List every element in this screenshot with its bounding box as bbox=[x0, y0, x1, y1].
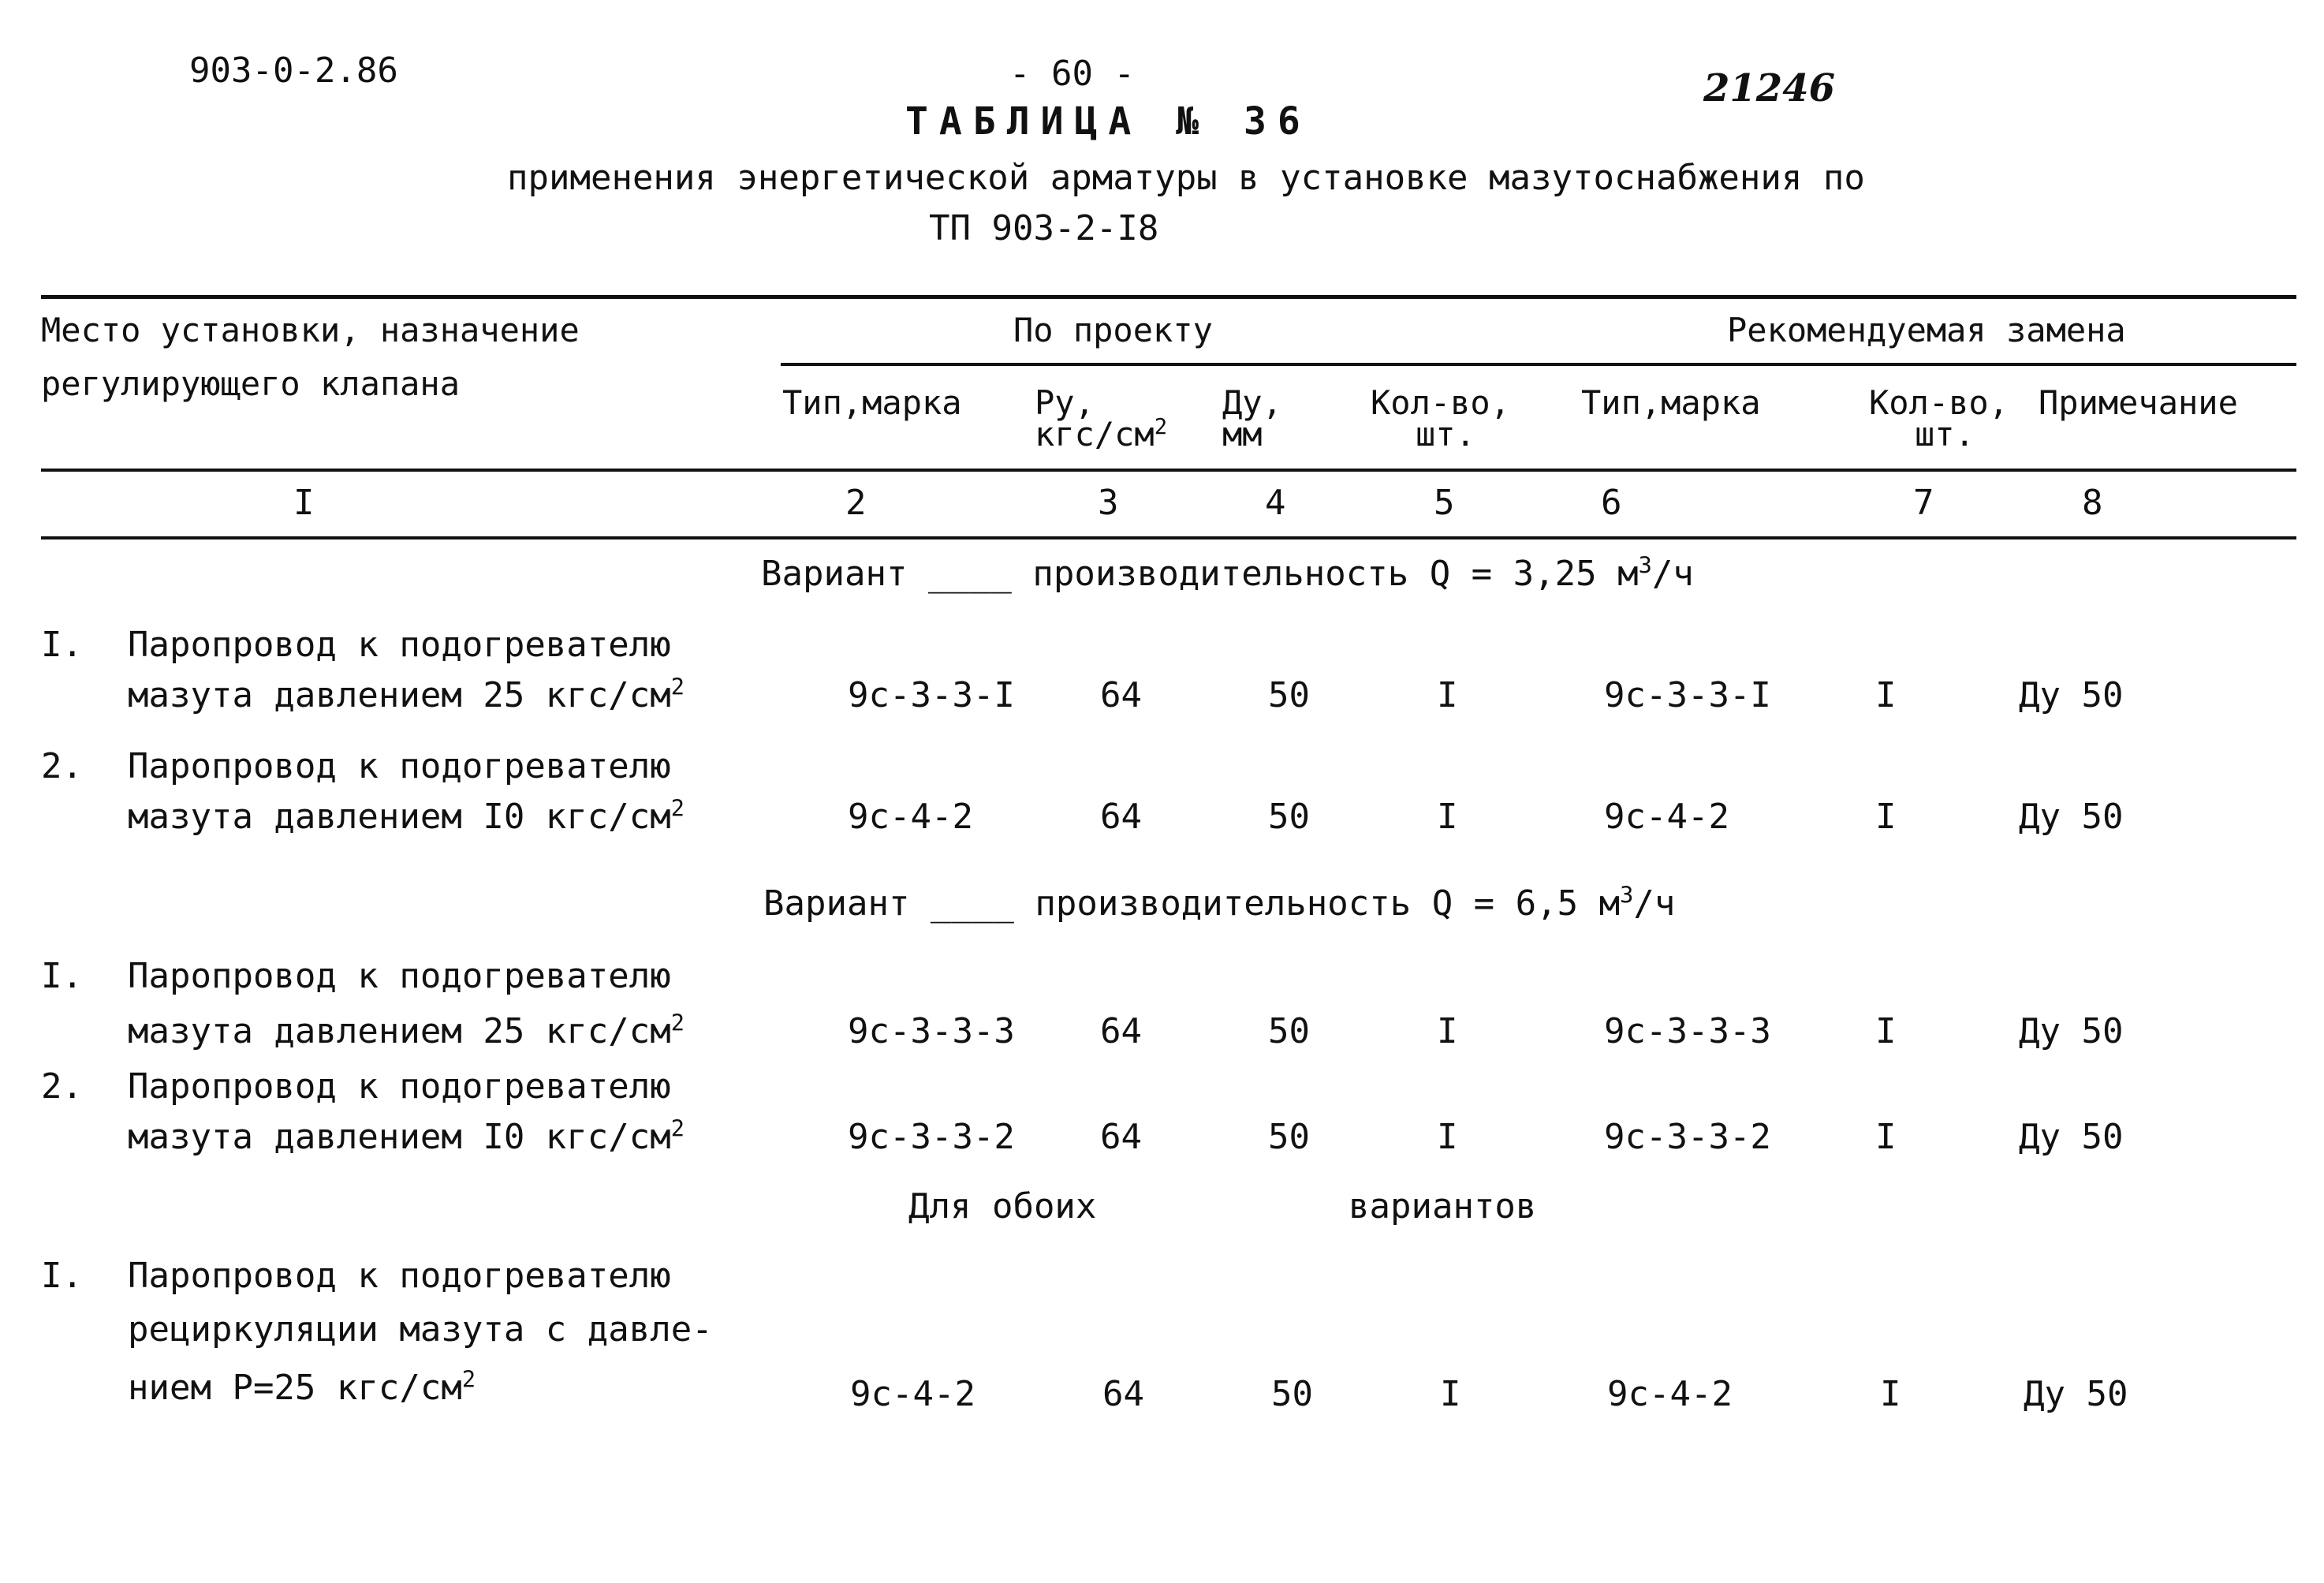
cell-type-replacement: 9с-3-3-3 bbox=[1604, 1011, 1771, 1051]
column-number: 2 bbox=[845, 483, 867, 523]
header-du-line2: мм bbox=[1222, 415, 1263, 454]
cell-note: Ду 50 bbox=[2019, 1011, 2124, 1051]
column-numbers-rule bbox=[41, 536, 2296, 539]
row-location-line1: Паропровод к подогревателю bbox=[128, 625, 671, 665]
cell-type-replacement: 9с-3-3-I bbox=[1604, 675, 1771, 715]
table-subtitle-line1: применения энергетической арматуры в установке мазутоснабжения по bbox=[507, 158, 1865, 198]
cell-type: 9с-3-3-2 bbox=[848, 1117, 1015, 1157]
cell-qty: I bbox=[1437, 1011, 1458, 1051]
cell-ru: 64 bbox=[1100, 1117, 1142, 1157]
cell-qty: I bbox=[1437, 797, 1458, 837]
cell-type-replacement: 9с-4-2 bbox=[1607, 1374, 1733, 1414]
cell-note: Ду 50 bbox=[2019, 797, 2124, 837]
row-number: I. bbox=[41, 956, 83, 996]
both-variants-label-left: Для обоих bbox=[908, 1186, 1097, 1226]
cell-qty: I bbox=[1437, 1117, 1458, 1157]
col1-header-line1: Место установки, назначение bbox=[41, 311, 580, 349]
cell-qty: I bbox=[1437, 675, 1458, 715]
cell-du: 50 bbox=[1268, 797, 1310, 837]
row-location-line2: мазута давлением I0 кгс/$см^2$ bbox=[128, 794, 685, 837]
row-location-line1: Паропровод к подогревателю bbox=[128, 746, 671, 786]
column-number: I bbox=[293, 483, 315, 523]
row-location-line2: мазута давлением I0 кгс/$см^2$ bbox=[128, 1114, 685, 1157]
group-header-by-project: По проекту bbox=[1013, 311, 1213, 349]
handwritten-stamp-number: 21246 bbox=[1703, 66, 1835, 110]
header-du-line1: Ду, bbox=[1222, 383, 1282, 422]
cell-du: 50 bbox=[1268, 1011, 1310, 1051]
cell-type: 9с-4-2 bbox=[848, 797, 973, 837]
cell-ru: 64 bbox=[1100, 1011, 1142, 1051]
cell-type-replacement: 9с-3-3-2 bbox=[1604, 1117, 1771, 1157]
cell-type-replacement: 9с-4-2 bbox=[1604, 797, 1729, 837]
header-qty-line1: Кол-во, bbox=[1371, 383, 1511, 422]
cell-qty-replacement: I bbox=[1875, 797, 1897, 837]
header-ru-line1: Ру, bbox=[1035, 383, 1095, 422]
document-code: 903-0-2.86 bbox=[189, 50, 398, 91]
cell-qty-replacement: I bbox=[1880, 1374, 1901, 1414]
group-header-rule bbox=[781, 363, 2296, 366]
row-number: I. bbox=[41, 1256, 83, 1296]
cell-type: 9с-3-3-I bbox=[848, 675, 1015, 715]
row-number: 2. bbox=[41, 1066, 83, 1107]
col1-header-line2: регулирующего клапана bbox=[41, 364, 461, 403]
cell-type: 9с-4-2 bbox=[850, 1374, 975, 1414]
row-location-line1: Паропровод к подогревателю bbox=[128, 956, 671, 996]
both-variants-label-right: вариантов bbox=[1349, 1186, 1537, 1226]
row-location-line2: мазута давлением 25 кгс/$см^2$ bbox=[128, 673, 685, 715]
cell-note: Ду 50 bbox=[2019, 1117, 2124, 1157]
header-qty-replacement-line2: шт. bbox=[1915, 415, 1975, 454]
cell-qty-replacement: I bbox=[1875, 675, 1897, 715]
group-header-replacement: Рекомендуемая замена bbox=[1727, 311, 2126, 349]
header-type-mark-replacement: Тип,марка bbox=[1581, 383, 1761, 422]
cell-ru: 64 bbox=[1100, 797, 1142, 837]
row-location-line1: Паропровод к подогревателю bbox=[128, 1066, 671, 1107]
header-bottom-rule bbox=[41, 469, 2296, 472]
row-location-line2: рециркуляции мазута с давле- bbox=[128, 1309, 713, 1350]
column-number: 7 bbox=[1913, 483, 1934, 523]
cell-du: 50 bbox=[1268, 1117, 1310, 1157]
row-number: I. bbox=[41, 625, 83, 665]
row-location-line2: мазута давлением 25 кгс/$см^2$ bbox=[128, 1009, 685, 1051]
row-number: 2. bbox=[41, 746, 83, 786]
column-number: 5 bbox=[1434, 483, 1455, 523]
table-subtitle-line2: ТП 903-2-I8 bbox=[929, 208, 1159, 248]
column-number: 6 bbox=[1601, 483, 1622, 523]
cell-type: 9с-3-3-3 bbox=[848, 1011, 1015, 1051]
cell-qty: I bbox=[1440, 1374, 1461, 1414]
header-ru-line2: кгс/$см^2$ bbox=[1035, 415, 1168, 454]
row-location-line3: нием Р=25 кгс/$см^2$ bbox=[128, 1365, 476, 1408]
cell-note: Ду 50 bbox=[2024, 1374, 2128, 1414]
page-number: - 60 - bbox=[1009, 54, 1135, 94]
header-qty-line2: шт. bbox=[1416, 415, 1475, 454]
header-type-mark: Тип,марка bbox=[782, 383, 962, 422]
cell-du: 50 bbox=[1268, 675, 1310, 715]
table-top-rule bbox=[41, 295, 2296, 299]
variant-label: Вариант ____ производительность Q = 6,5 $м^3/ч$ bbox=[763, 881, 1676, 924]
column-number: 3 bbox=[1098, 483, 1119, 523]
header-qty-replacement-line1: Кол-во, bbox=[1869, 383, 2009, 422]
cell-qty-replacement: I bbox=[1875, 1117, 1897, 1157]
variant-label: Вариант ____ производительность Q = 3,25 $м^3/ч$ bbox=[761, 551, 1694, 594]
cell-ru: 64 bbox=[1100, 675, 1142, 715]
cell-qty-replacement: I bbox=[1875, 1011, 1897, 1051]
cell-du: 50 bbox=[1271, 1374, 1313, 1414]
column-number: 8 bbox=[2082, 483, 2103, 523]
cell-ru: 64 bbox=[1102, 1374, 1144, 1414]
table-title: ТАБЛИЦА № 36 bbox=[905, 99, 1311, 144]
column-number: 4 bbox=[1265, 483, 1286, 523]
row-location-line1: Паропровод к подогревателю bbox=[128, 1256, 671, 1296]
cell-note: Ду 50 bbox=[2019, 675, 2124, 715]
header-note: Примечание bbox=[2039, 383, 2238, 422]
